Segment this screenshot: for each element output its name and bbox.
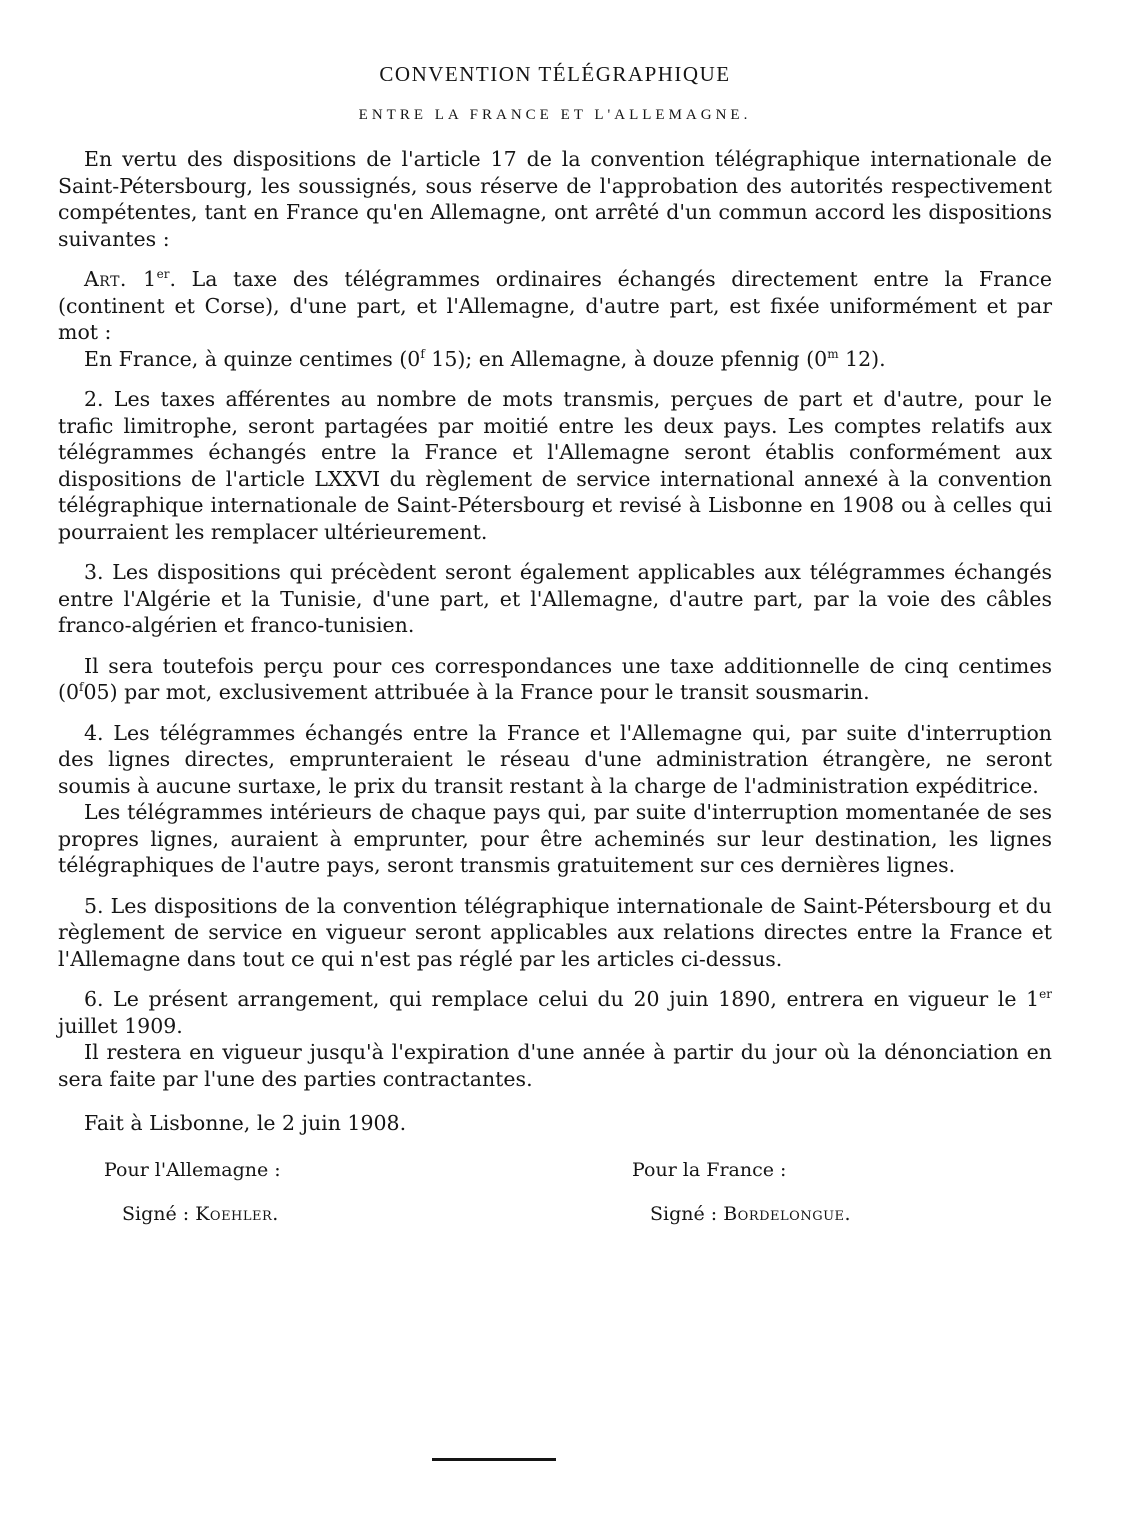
signature-germany-prefix: Signé : xyxy=(122,1202,196,1225)
signature-block xyxy=(58,1159,1052,1249)
article-3-additional-paragraph xyxy=(58,653,1052,706)
preamble-paragraph: En vertu des dispositions de l'article 17 de la convention télégraphique internationale de Saint-Pétersbourg, les soussignés, sous réserve de l'approbation des autorités respectivement compétentes, tant en France qu'en Allemagne, ont arrêté d'un commun accord les dispositions suivantes : xyxy=(58,147,1052,251)
signature-france-prefix: Signé : xyxy=(650,1202,724,1225)
article-3-paragraph: 3. Les dispositions qui précèdent seront également applicables aux télégrammes échangés entre l'Algérie et la Tunisie, d'une part, et l'Allemagne, d'autre part, par la voie des câbles franco-algérien et franco-tunisien. xyxy=(58,560,1052,637)
article-6-superscript: er xyxy=(1039,987,1052,1002)
signature-france-signed xyxy=(650,1203,851,1225)
article-3-superscript: f xyxy=(79,680,84,695)
article-4-second-paragraph: Les télégrammes intérieurs de chaque pays qui, par suite d'interruption momentanée de ses propres lignes, auraient à emprunter, pour être acheminés sur leur destination, les lignes télégraphiques de l'autre pays, seront transmis gratuitement sur ces dernières lignes. xyxy=(58,800,1052,877)
document-title: CONVENTION TÉLÉGRAPHIQUE xyxy=(379,62,731,86)
signing-place-date: Fait à Lisbonne, le 2 juin 1908. xyxy=(84,1111,407,1135)
article-3-additional-b: 05) par mot, exclusivement attribuée à la France pour le transit sousmarin. xyxy=(83,680,870,704)
article-1-text: . La taxe des télégrammes ordinaires échangés directement entre la France (continent et Corse), d'une part, et l'Allemagne, d'autre part, est fixée uniformément et par mot : xyxy=(58,267,1052,344)
document-page xyxy=(58,62,1052,1249)
article-1-rates xyxy=(58,346,1052,373)
article-1-superscript: er xyxy=(156,267,170,282)
signature-france-party: Pour la France : xyxy=(632,1158,787,1181)
article-2-paragraph: 2. Les taxes afférentes au nombre de mots transmis, perçues de part et d'autre, pour le trafic limitrophe, seront partagées par moitié entre les deux pays. Les comptes relatifs aux télégrammes échangés entre la France et l'Allemagne seront établis conformément aux dispositions de l'article LXXVI du règlement de service international annexé à la convention télégraphique internationale de Saint-Pétersbourg et revisé à Lisbonne en 1908 ou à celles qui pourraient les remplacer ultérieurement. xyxy=(58,387,1052,544)
article-5-paragraph: 5. Les dispositions de la convention télégraphique internationale de Saint-Pétersbourg et du règlement de service en vigueur seront applicables aux relations directes entre la France et l'Allemagne dans tout ce qui n'est pas réglé par les articles ci-dessus. xyxy=(58,893,1052,971)
article-1-label: Art. 1 xyxy=(84,267,157,291)
rates-france: En France, à quinze centimes (0 xyxy=(84,346,421,371)
signature-germany-signed xyxy=(122,1203,281,1225)
article-1-paragraph xyxy=(58,266,1052,346)
signature-germany-name: Koehler. xyxy=(195,1202,279,1225)
article-4-paragraph: 4. Les télégrammes échangés entre la France et l'Allemagne qui, par suite d'interruption des lignes directes, emprunteraient le réseau d'une administration étrangère, ne seront soumis à aucune surtaxe, le prix du transit restant à la charge de l'administration expéditrice. xyxy=(58,720,1052,798)
rates-end: 12). xyxy=(838,346,886,371)
article-3-additional-a: Il sera toutefois perçu pour ces correspondances une taxe additionnelle de cinq centimes (0 xyxy=(58,653,1052,704)
signature-germany xyxy=(104,1159,281,1225)
article-6-text-b: juillet 1909. xyxy=(58,1013,183,1038)
closing-rule xyxy=(432,1458,556,1461)
signature-germany-party: Pour l'Allemagne : xyxy=(104,1158,281,1181)
signature-france-name: Bordelongue. xyxy=(723,1202,852,1225)
rates-germany: 15); en Allemagne, à douze pfennig (0 xyxy=(424,346,828,371)
document-subtitle: ENTRE LA FRANCE ET L'ALLEMAGNE. xyxy=(358,107,752,123)
rates-mark-superscript: m xyxy=(827,346,839,361)
article-6-paragraph xyxy=(58,986,1052,1039)
article-6-text-a: 6. Le présent arrangement, qui remplace celui du 20 juin 1890, entrera en vigueur le 1 xyxy=(84,987,1040,1011)
rates-franc-superscript: f xyxy=(420,346,425,361)
signature-france xyxy=(632,1159,851,1225)
article-6-second-paragraph: Il restera en vigueur jusqu'à l'expiration d'une année à partir du jour où la dénonciation en sera faite par l'une des parties contractantes. xyxy=(58,1040,1052,1091)
